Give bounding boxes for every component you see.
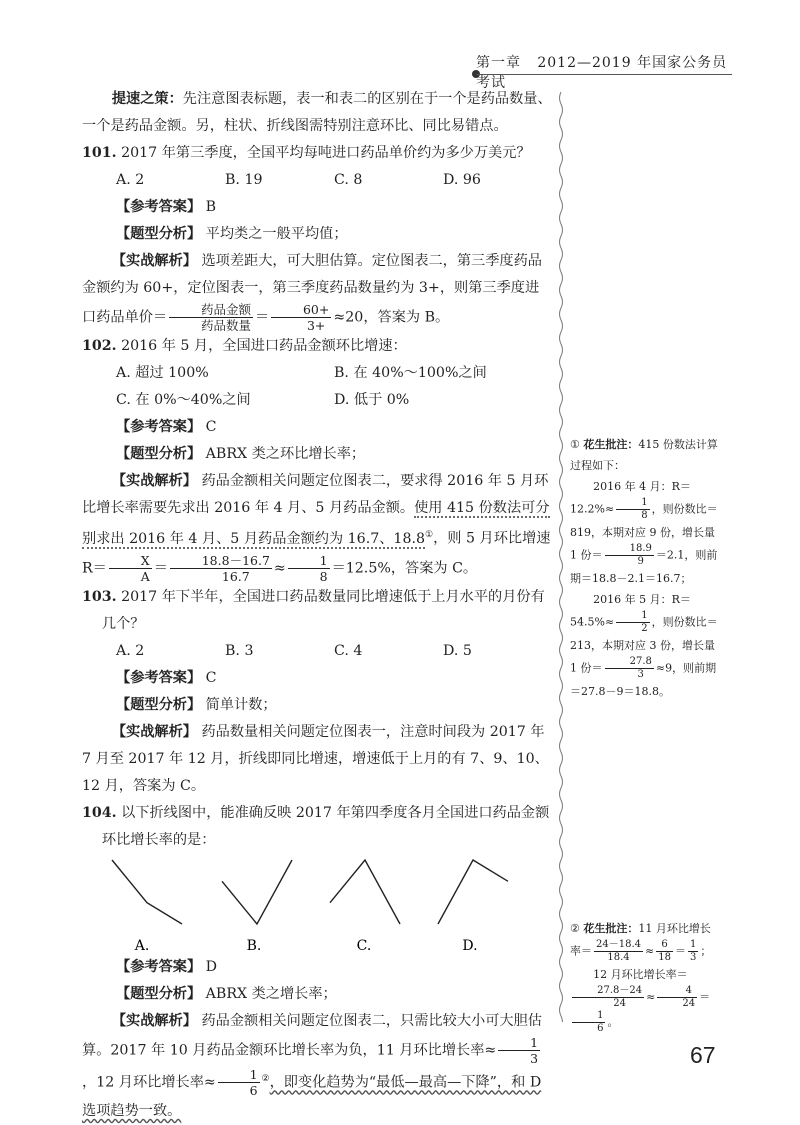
frac-num: 1 [498, 1035, 540, 1051]
note2-body-2 [570, 964, 718, 1035]
q101-solution-end: ≈20，答案为 B。 [333, 309, 450, 326]
q101-answer-value: B [205, 199, 217, 215]
chart-label-d: D. [462, 937, 478, 954]
chart-label-b: B. [246, 937, 262, 954]
q103-solution-text: 药品数量相关问题定位图表一，注意时间段为 2017 年 7 月至 2017 年 12 月，折线即同比增速，增速低于上月的有 7、9、10、12 月，答案为 C。 [82, 723, 549, 794]
frac-den: 16.7 [221, 568, 250, 584]
q103-stem-text: 2017 年下半年，全国进口药品数量同比增速低于上月水平的月份有几个？ [101, 588, 545, 632]
q102-option-a: A. 超过 100% [116, 365, 209, 381]
frac-num: 18.8－16.7 [170, 553, 272, 569]
frac-den: A [140, 568, 150, 584]
column-divider [556, 92, 566, 1022]
line-charts-svg [82, 854, 552, 954]
q103-stem [82, 584, 552, 638]
q101-answer [82, 194, 552, 221]
q101-number: 101. [82, 145, 117, 161]
note2-body-1 [570, 918, 718, 964]
q102-solution-mid: ，则 5 月环比增速 R＝ [82, 530, 551, 577]
q102-stem-text: 2016 年 5 月，全国进口药品金额环比增速： [121, 338, 407, 354]
frac-num: 27.8－24 [572, 985, 644, 998]
frac-den: 24 [613, 998, 626, 1009]
q101-type [82, 221, 552, 248]
note1-frac-1 [616, 497, 649, 522]
q104-number: 104. [82, 804, 117, 821]
q102-fraction-x [109, 553, 152, 584]
q102-type [82, 441, 552, 468]
q104-stem-text: 以下折线图中，能准确反映 2017 年第四季度各月全国进口药品金额环比增长率的是： [101, 804, 550, 848]
solution-label: 【实战解析】 [111, 473, 197, 489]
note2-line-3: 12 月环比增长率＝ [593, 968, 688, 981]
note1-body-2 [570, 589, 718, 702]
frac-num: 6 [656, 939, 673, 952]
q103-type-value: 简单计数； [205, 696, 277, 713]
frac-num: 60+ [271, 302, 331, 318]
q101-fraction-1 [169, 302, 253, 333]
note2-line-1: 11 月环比增长率＝ [570, 922, 711, 958]
main-column [82, 86, 552, 1125]
frac-den: 3 [637, 669, 644, 680]
note1-frac-3 [616, 610, 649, 635]
frac-num: 1 [616, 497, 649, 510]
note2-line-2: ； [700, 944, 712, 958]
frac-num: 1 [218, 1067, 260, 1083]
chart-line-c [330, 860, 400, 924]
q101-option-d: D. 96 [443, 172, 481, 188]
q103-option-d: D. 5 [443, 642, 472, 659]
solution-label: 【实战解析】 [111, 253, 197, 269]
frac-num: 24－18.4 [596, 939, 641, 950]
q101-option-a: A. 2 [116, 172, 145, 188]
q104-stem [82, 800, 552, 854]
q102-number: 102. [82, 338, 117, 354]
answer-label: 【参考答案】 [116, 958, 202, 975]
q102-option-c: C. 在 0%～40%之间 [116, 392, 251, 408]
frac-den: 3+ [306, 318, 326, 333]
side-note-1 [570, 434, 718, 702]
frac-den: 3 [530, 1050, 539, 1066]
approx: ≈ [645, 944, 655, 958]
frac-num: 药品金额 [169, 302, 253, 318]
q104-line-charts [82, 854, 552, 954]
q101-type-value: 平均类之一般平均值； [205, 226, 348, 242]
note2-frac-3 [688, 939, 698, 964]
q102-solution-end: ＝12.5%，答案为 C。 [331, 560, 478, 577]
q101-solution-text: 选项差距大，可大胆估算。定位图表二，第三季度药品金额约为 60+，定位图表一，第三季度药品数量约为 3+，则第三季度进口药品单价＝ [82, 253, 542, 326]
page-number: 67 [690, 1042, 716, 1068]
answer-label: 【参考答案】 [116, 419, 202, 435]
frac-num: 18.9 [605, 543, 654, 556]
q102-answer [82, 414, 552, 441]
header-title: 2012—2019 年国家公务员考试 [476, 55, 728, 91]
q102-solution-text: 药品金额相关问题定位图表二，要求得 2016 年 5 月环比增长率需要先求出 2016 年 4 月、5 月药品金额。 [82, 473, 549, 516]
note1-line-5: ，则份数比＝213，本期对应 3 份，增长量 1 份＝ [570, 615, 718, 675]
chart-line-a [112, 860, 182, 924]
q103-option-c: C. 4 [334, 642, 363, 659]
q101-stem-text: 2017 年第三季度，全国平均每吨进口药品单价约为多少万美元？ [121, 145, 531, 161]
tip-label: 提速之策： [111, 91, 183, 107]
equals: ＝ [153, 560, 168, 577]
q103-option-a: A. 2 [116, 642, 145, 659]
frac-num: 4 [657, 985, 697, 998]
frac-den: 2 [641, 623, 648, 634]
q104-solution-text: 药品金额相关问题定位图表二，只需比较大小可大胆估算。2017 年 10 月药品金额环比增长率为负，11 月环比增长率≈ [82, 1012, 542, 1059]
q104-type-value: ABRX 类之增长率； [205, 985, 337, 1002]
equals: ＝ [254, 309, 270, 326]
note1-line-2: ，则份数比＝819，本期对应 9 份，增长量 1 份＝ [570, 502, 718, 562]
q103-answer [82, 665, 552, 692]
q103-type [82, 692, 552, 719]
q103-options [82, 638, 552, 665]
q104-answer-value: D [205, 958, 218, 975]
note2-frac-5 [657, 985, 697, 1010]
solution-label: 【实战解析】 [111, 1012, 197, 1029]
answer-label: 【参考答案】 [116, 669, 202, 686]
frac-num: X [109, 553, 152, 569]
note1-body-1 [570, 476, 718, 589]
q101-solution [82, 248, 552, 333]
note1-frac-4 [605, 656, 654, 681]
type-label: 【题型分析】 [116, 985, 202, 1002]
q102-options [82, 360, 552, 414]
frac-num: 1 [616, 610, 649, 623]
type-label: 【题型分析】 [116, 226, 202, 242]
tip-text: 先注意图表标题，表一和表二的区别在于一个是药品数量、一个是药品金额。另，柱状、折线图需特别注意环比、同比易错点。 [82, 91, 552, 134]
q102-solution [82, 468, 552, 584]
equals: ＝ [674, 944, 686, 958]
note2-title: 花生批注： [583, 922, 639, 935]
chart-line-b [222, 860, 292, 924]
type-label: 【题型分析】 [116, 696, 202, 713]
frac-num: 27.8 [605, 656, 654, 669]
frac-den: 6 [597, 1023, 604, 1034]
note1-mark: ① [570, 438, 580, 451]
q102-option-b: B. 在 40%～100%之间 [334, 365, 487, 381]
q102-option-d: D. 低于 0% [334, 392, 410, 408]
chart-label-c: C. [356, 937, 372, 954]
chart-line-d [438, 860, 508, 924]
note2-frac-4 [572, 985, 644, 1010]
frac-num: 1 [572, 1010, 605, 1023]
divider-wave [560, 92, 563, 1022]
q101-option-b: B. 19 [225, 172, 263, 188]
tip-paragraph [82, 86, 552, 140]
q102-type-value: ABRX 类之环比增长率； [205, 446, 366, 462]
note1-line-6: ≈9，则前期＝27.8－9＝18.8。 [570, 661, 717, 698]
note1-intro: 415 份数法计算过程如下： [570, 438, 718, 472]
q102-fraction-y [170, 553, 272, 584]
frac-den: 药品数量 [200, 318, 251, 333]
q101-option-c: C. 8 [334, 172, 363, 188]
page-header [476, 52, 732, 91]
q104-type [82, 981, 552, 1008]
solution-label: 【实战解析】 [111, 723, 197, 740]
chart-label-a: A. [134, 937, 150, 954]
q101-options [82, 167, 552, 194]
q101-fraction-2 [271, 302, 331, 333]
note1-line-4: 2016 年 5 月：R＝54.5%≈ [570, 593, 691, 629]
note2-mark: ② [570, 922, 580, 935]
q104-solution-mid: ，12 月环比增长率≈ [82, 1074, 216, 1091]
note2-line-4: 。 [607, 1015, 619, 1029]
q103-solution [82, 719, 552, 800]
q102-stem [82, 333, 552, 360]
frac-den: 9 [637, 556, 644, 567]
q103-number: 103. [82, 588, 117, 605]
frac-den: 3 [689, 952, 697, 963]
note-ref-1: ① [425, 530, 434, 540]
note1-frac-2 [605, 543, 654, 568]
note2-frac-6 [572, 1010, 605, 1035]
note2-frac-2 [656, 939, 673, 964]
type-label: 【题型分析】 [116, 446, 202, 462]
header-rule [476, 74, 732, 75]
frac-den: 24 [682, 998, 696, 1009]
q104-solution-end: ，即变化趋势为“最低—最高—下降”，和 D 选项趋势一致。 [82, 1074, 542, 1119]
q104-answer [82, 954, 552, 981]
frac-den: 18 [658, 952, 671, 963]
q104-solution [82, 1008, 552, 1125]
note1-heading [570, 434, 718, 476]
note-ref-2: ② [261, 1073, 270, 1084]
q101-stem [82, 140, 552, 167]
frac-den: 8 [641, 510, 648, 521]
approx: ≈ [273, 560, 286, 577]
q103-option-b: B. 3 [225, 642, 254, 659]
q102-fraction-z [288, 553, 330, 584]
frac-den: 6 [249, 1082, 258, 1098]
equals: ＝ [699, 990, 711, 1004]
note2-frac-1 [594, 939, 643, 964]
note1-line-3: ＝2.1，则前期＝18.8－2.1＝16.7； [570, 548, 718, 585]
frac-den: 8 [319, 568, 328, 584]
note1-line-1: 2016 年 4 月：R＝12.2%≈ [570, 480, 691, 516]
header-chapter: 第一章 [476, 55, 521, 71]
q104-fraction-1 [498, 1035, 540, 1066]
frac-num: 1 [689, 939, 697, 950]
q103-answer-value: C [205, 669, 217, 686]
frac-num: 1 [288, 553, 330, 569]
note1-title: 花生批注： [583, 438, 639, 451]
answer-label: 【参考答案】 [116, 199, 202, 215]
frac-den: 18.4 [607, 952, 630, 963]
q102-answer-value: C [205, 419, 217, 435]
side-note-2 [570, 918, 718, 1035]
q102-highlight: 使用 415 份数法可分别求出 2016 年 4 月、5 月药品金额约为 16.7、18.8 [82, 500, 550, 547]
q104-fraction-2 [218, 1067, 260, 1098]
approx: ≈ [646, 990, 656, 1004]
